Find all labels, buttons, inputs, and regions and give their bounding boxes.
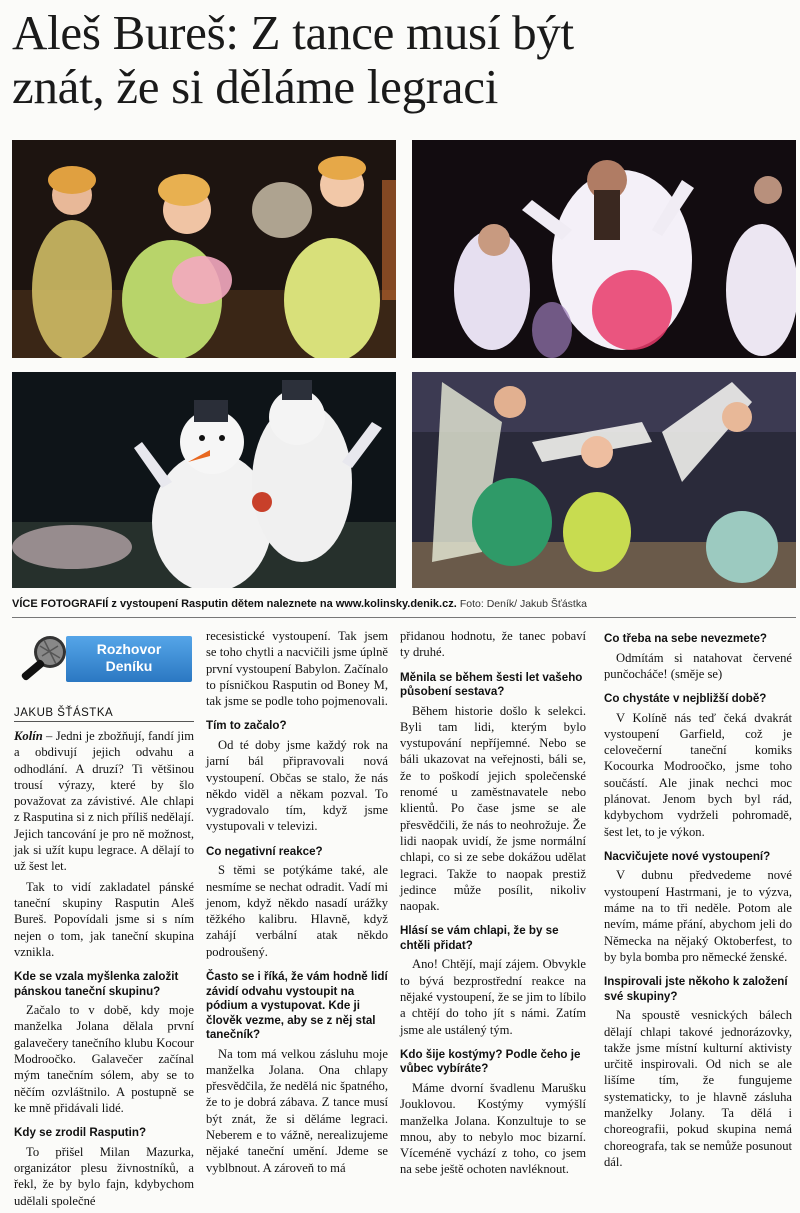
answer-paragraph: Máme dvorní švadlenu Marušku Jouklovou. Kostýmy vymýšlí manželka Jolana. Konzultuje to se mnou, aby to nebylo moc bizarní. Víceméně vychází z toho, co jsem na sebe ještě ochoten navléknout. (400, 1080, 586, 1177)
children-fairies-photo (12, 140, 396, 358)
article-column-3 (400, 628, 586, 1182)
question-heading: Často se i říká, že vám hodně lidí závidí odvahu vystoupit na pódium a vystupovat. Kde ji člověk vezme, aby se z něj stal tanečník? (206, 970, 388, 1042)
article-column-2 (206, 628, 388, 1180)
answer-paragraph: V Kolíně nás teď čeká dvakrát vystoupení Garfield, což je celovečerní taneční komiks Kocourka Modroočko, jsme toho součástí. Ale jinak nechci moc plánovat. Jenom bych byl rád, kdybychom vydrželi pohromadě, šest let, to je výkon. (604, 710, 792, 839)
question-heading: Měnila se během šesti let vašeho působení sestava? (400, 670, 583, 699)
article-paragraph: přidanou hodnotu, že tanec pobaví ty druhé. (400, 629, 586, 660)
microphone-icon (14, 630, 74, 690)
author-byline: JAKUB ŠŤÁSTKA (14, 707, 194, 722)
girls-scarves-photo (412, 372, 796, 588)
article-paragraph: Kolín – Jedni je zbožňují, fandí jim a obdivují jejich odvahu a odhodlání. A druzí? Ti většinou trousí výrazy, které by šlo považovat za závistivé. Ale chlapi z Rasputina si z nich příliš nedělají. Jejich tancování je pro ně možnost, jak si užít kupu legrace. A dělají to už šest let. (14, 729, 194, 874)
question-heading: Co negativní reakce? (206, 844, 323, 858)
interview-badge (14, 630, 192, 686)
photo-credit: Foto: Deník/ Jakub Šťástka (459, 598, 587, 610)
headline (12, 6, 792, 114)
article-column-4 (604, 632, 792, 1174)
question-heading: Kdy se zrodil Rasputin? (14, 1126, 147, 1140)
headline-line-2: znát, že si děláme legraci (12, 59, 499, 114)
article-paragraph: Tak to vidí zakladatel pánské taneční skupiny Rasputin Aleš Bureš. Popovídali jsme si s ním nejen o tom, jak taneční skupina vznikla. (14, 879, 194, 959)
question-heading: Kdo šije kostýmy? Podle čeho je vůbec vybíráte? (400, 1047, 581, 1076)
answer-paragraph: S těmi se potýkáme také, ale nesmíme se nechat odradit. Vadí mi jenom, když někdo nasadí urážky těžkého kalibru. Hlavně, když zahájí verbální atak někdo podroušený. (206, 863, 388, 959)
badge-line-2: Deníku (105, 658, 153, 674)
question-heading: Kde se vzala myšlenka založit pánskou taneční skupinu? (14, 970, 179, 998)
headline-line-1: Aleš Bureš: Z tance musí být (12, 5, 574, 60)
answer-paragraph: Začalo to v době, kdy moje manželka Jolana dělala první galavečery tanečního klubu Kocour Modroočko. Galavečer začínal mým tanečním sólem, aby se to něčím ozvláštnilo. A postupně se ke mně přidávali lidé. (14, 1003, 194, 1115)
question-heading: Inspirovali jste někoho k založení své skupiny? (604, 975, 788, 1003)
divider (12, 617, 796, 618)
rasputin-dancers-photo (412, 140, 796, 358)
question-heading: Nacvičujete nové vystoupení? (604, 849, 771, 863)
question-heading: Tím to začalo? (206, 719, 287, 733)
answer-paragraph: Během historie došlo k selekci. Byli tam lidi, kterým bylo vystupování nepříjemné. Nebo se báli ukazovat na veřejnosti, báli se, že to poškodí jejich společenské renomé u zaměstnavatele nebo klientů. Po čase jsme se ale přesvědčili, že nás to neohrožuje. Že lidi naopak uvidí, že jsme normální chlapi, co si ze sebe dokážou udělat legraci. Takže to naopak prestiž jedince může posílit, nikoliv naopak. (400, 703, 586, 914)
article-paragraph: recesistické vystoupení. Tak jsem se toho chytli a nacvičili jsme úplně první vystoupení Babylon. Začínalo to písničkou Rasputin od Boney M, tak jsme se podle toho pojmenovali. (206, 629, 388, 709)
answer-paragraph: Odmítám si natahovat červené punčocháče! (směje se) (604, 650, 792, 681)
question-heading: Co chystáte v nejbližší době? (604, 692, 767, 706)
badge-box (66, 636, 192, 682)
photo-caption (12, 598, 792, 610)
answer-paragraph: To přišel Milan Mazurka, organizátor plesu živnostníků, a řekl, že by bylo fajn, kdybychom udělali společné (14, 1144, 194, 1208)
answer-paragraph: Ano! Chtějí, mají zájem. Obvykle to bývá bezprostřední reakce na nějaké vystoupení, že se jim to líbilo a chtějí do toho jít s námi. Zatím jsme ale ustálený tým. (400, 957, 586, 1037)
answer-paragraph: V dubnu předvedeme nové vystoupení Hastrmani, je to výzva, máme na to tři neděle. Potom ale nevím, máme přání, abychom jeli do Německa na nějaký Oktoberfest, to by byla bomba pro německé ženské. (604, 868, 792, 964)
badge-line-1: Rozhovor (96, 641, 162, 657)
article-column-1 (14, 728, 194, 1213)
answer-paragraph: Na spoustě vesnických bálech dělají chlapi takové jednorázovky, takže jsme místní kulturní aktivisty určitě inspirovali. Od nich se ale lišíme tím, že fungujeme systematicky, to je hlavně zásluha manželky Jolany. Ta dělá i choreografii, pokud skupina nemá choreografa, tak se nemůže posunout dál. (604, 1008, 792, 1169)
question-heading: Co třeba na sebe nevezmete? (604, 632, 768, 645)
answer-paragraph: Od té doby jsme každý rok na jarní bál připravovali nová vystoupení. Občas se stalo, že nás někdo viděl a někam pozval. To vygradovalo tím, když jsme vystupovali v televizi. (206, 737, 388, 834)
dateline: Kolín (14, 729, 43, 743)
answer-paragraph: Na tom má velkou zásluhu moje manželka Jolana. Ona chlapy přesvědčila, že nedělá nic špatného, že to je dobrá zábava. Z tance musí být znát, že si děláme legraci. Neberem e to vážně, nerealizujeme nějaké taneční umění. Jdeme se vyblbnout. A zároveň to má (206, 1046, 388, 1175)
caption-text: VÍCE FOTOGRAFIÍ z vystoupení Rasputin dětem naleznete na www.kolinsky.denik.cz. (12, 598, 457, 610)
snowmen-costume-photo (12, 372, 396, 588)
question-heading: Hlásí se vám chlapi, že by se chtěli přidat? (400, 924, 559, 952)
